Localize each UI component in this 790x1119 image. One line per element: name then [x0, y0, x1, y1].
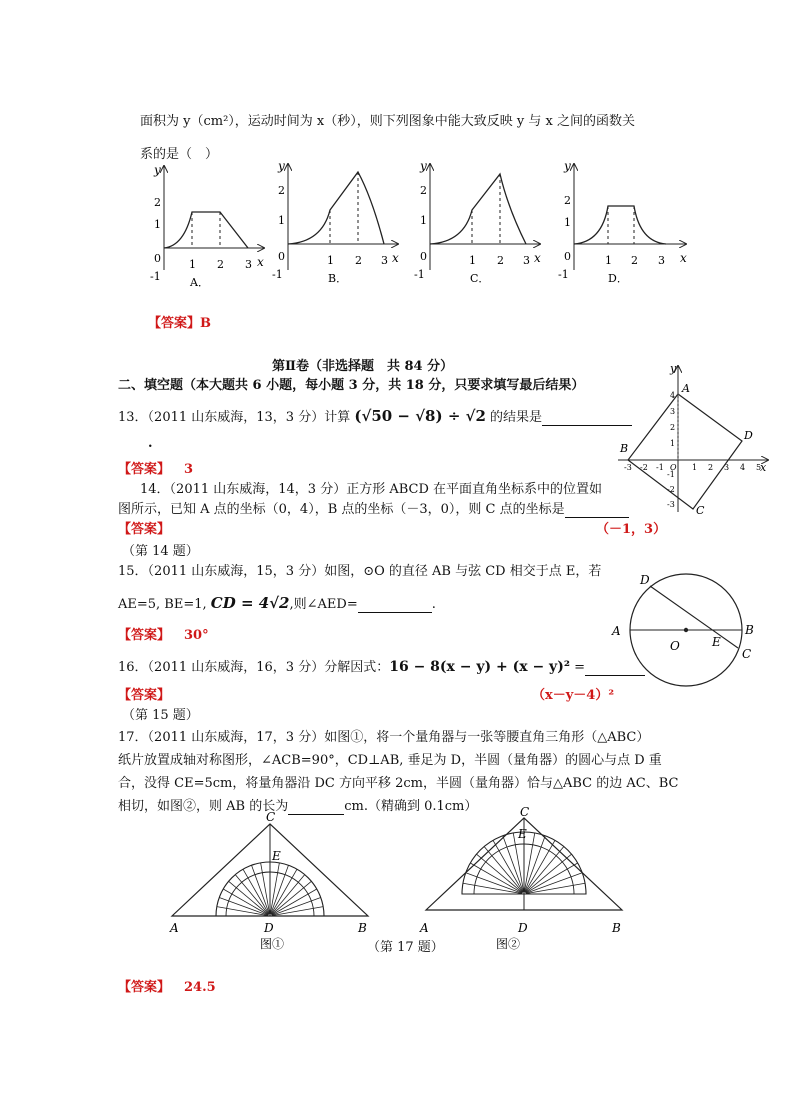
point-e: E — [518, 827, 527, 841]
svg-text:1: 1 — [670, 439, 676, 448]
point-c: C — [742, 647, 752, 661]
svg-text:2: 2 — [420, 184, 427, 197]
q14-answer-value: （－1，3） — [596, 522, 667, 537]
svg-text:x: x — [680, 251, 687, 265]
q13-text — [118, 406, 632, 426]
svg-text:1: 1 — [605, 254, 612, 267]
svg-text:3: 3 — [670, 407, 676, 416]
svg-text:y: y — [278, 159, 285, 173]
q13-dot: . — [148, 436, 153, 451]
svg-text:2: 2 — [497, 254, 504, 267]
answer-label: 【答案】 — [118, 522, 171, 537]
svg-text:x: x — [534, 251, 541, 265]
q16-eq: = — [569, 660, 585, 675]
svg-text:x: x — [392, 251, 399, 265]
q13-expression: (√50 − √8) ÷ √2 — [354, 407, 486, 425]
q17-line4-b: cm.（精确到 0.1cm） — [344, 799, 478, 814]
q15-cd: CD = 4√2 — [210, 594, 290, 612]
graph-b — [272, 159, 399, 285]
answer-label: 【答案】 — [118, 688, 171, 703]
svg-text:2: 2 — [670, 423, 676, 432]
svg-text:2: 2 — [217, 258, 224, 271]
section-title: 第Ⅱ卷（非选择题 共 84 分） — [272, 359, 454, 374]
svg-text:y: y — [420, 159, 427, 173]
q12-graphs — [140, 158, 710, 298]
point-b: B — [612, 921, 621, 935]
q17-caption: （第 17 题） — [367, 940, 444, 955]
svg-text:4: 4 — [740, 463, 746, 472]
q14-line2 — [118, 498, 629, 518]
point-b: B — [358, 921, 367, 935]
q14-line2-text: 图所示，已知 A 点的坐标（0，4），B 点的坐标（－3，0），则 C 点的坐标是 — [118, 502, 565, 517]
svg-text:-2: -2 — [667, 485, 675, 494]
point-d: D — [518, 921, 528, 935]
q15-caption: （第 15 题） — [122, 708, 199, 723]
q17-line4-a: 相切，如图②，则 AB 的长为 — [118, 799, 289, 814]
svg-text:2: 2 — [355, 254, 362, 267]
q17-figure-2 — [412, 806, 632, 956]
point-a: A — [420, 921, 429, 935]
svg-text:3: 3 — [523, 254, 530, 267]
svg-text:1: 1 — [154, 218, 161, 231]
point-a: A — [170, 921, 179, 935]
fig2-label: 图② — [496, 937, 521, 951]
svg-text:2: 2 — [564, 194, 571, 207]
q12-line2: 系的是（ ） — [140, 147, 219, 162]
svg-text:2: 2 — [708, 463, 714, 472]
svg-text:O: O — [670, 463, 677, 472]
point-e: E — [712, 635, 721, 649]
svg-text:3: 3 — [245, 258, 252, 271]
svg-text:1: 1 — [469, 254, 476, 267]
point-c: C — [266, 810, 276, 824]
svg-text:-3: -3 — [624, 463, 632, 472]
point-e: E — [272, 849, 281, 863]
q16-blank — [585, 660, 645, 676]
svg-text:2: 2 — [154, 196, 161, 209]
point-d: D — [264, 921, 274, 935]
svg-text:0: 0 — [564, 250, 571, 263]
svg-text:1: 1 — [189, 258, 196, 271]
point-d: D — [744, 429, 753, 442]
graph-b-label: B． — [328, 272, 348, 285]
svg-text:-3: -3 — [667, 500, 675, 509]
answer-label: 【答案】 — [118, 462, 171, 477]
answer-value: 24.5 — [184, 980, 216, 995]
q12-line1: 面积为 y（cm²），运动时间为 x（秒），则下列图象中能大致反映 y 与 x 之间的函数关 — [140, 114, 635, 129]
q17-figure-1 — [160, 808, 380, 956]
graph-a — [150, 163, 264, 289]
graph-d-label: D． — [608, 272, 628, 285]
svg-text:0: 0 — [154, 252, 161, 265]
q14-axis-x: x — [760, 461, 767, 474]
graph-c-label: C． — [470, 272, 490, 285]
q15-line2 — [118, 593, 436, 613]
svg-text:1: 1 — [692, 463, 698, 472]
q16-answer-label — [118, 684, 170, 703]
graph-d — [558, 159, 687, 285]
q15-line1: 15．（2011 山东威海，15，3 分）如图，⊙O 的直径 AB 与弦 CD 相交于点 E，若 — [118, 564, 602, 579]
svg-text:2: 2 — [631, 254, 638, 267]
point-a: A — [682, 382, 690, 395]
q13-answer — [118, 458, 193, 477]
svg-text:5: 5 — [756, 463, 762, 472]
section-heading-text: 二、填空题（本大题共 6 小题，每小题 3 分，共 18 分，只要求填写最后结果） — [118, 378, 585, 393]
q13-prefix: 13．（2011 山东威海，13，3 分）计算 — [118, 410, 351, 425]
q15-blank — [358, 597, 432, 613]
q15-given: AE=5, BE=1, — [118, 597, 207, 612]
q17-line3: 合，没得 CE=5cm，将量角器沿 DC 方向平移 2cm，半圆（量角器）恰与△ABC 的边 AC、BC — [118, 776, 679, 791]
point-o: O — [670, 639, 680, 653]
q14-figure — [612, 360, 772, 518]
q14-axis-y: y — [670, 362, 677, 375]
svg-text:1: 1 — [564, 216, 571, 229]
point-a: A — [612, 624, 621, 638]
answer-label: 【答案】 — [118, 980, 171, 995]
svg-text:3: 3 — [658, 254, 665, 267]
q17-line1: 17．（2011 山东威海，17，3 分）如图①，将一个量角器与一张等腰直角三角形（△ABC） — [118, 730, 650, 745]
q14-line1: 14．（2011 山东威海，14，3 分）正方形 ABCD 在平面直角坐标系中的位置如 — [140, 482, 603, 497]
q15-dot: . — [431, 597, 436, 612]
q14-blank — [565, 502, 629, 518]
svg-text:0: 0 — [420, 250, 427, 263]
section-heading — [118, 374, 584, 393]
q14-answer-label — [118, 518, 170, 537]
svg-text:y: y — [564, 159, 571, 173]
answer-value: 30° — [184, 628, 209, 643]
q16-answer-value: （x－y－4）² — [532, 688, 615, 703]
graph-a-label: A． — [190, 276, 209, 289]
svg-text:1: 1 — [327, 254, 334, 267]
svg-text:x: x — [257, 255, 264, 269]
answer-value: B — [200, 316, 212, 331]
svg-text:-1: -1 — [150, 270, 161, 283]
fig1-label: 图① — [260, 937, 285, 951]
svg-text:-1: -1 — [667, 470, 675, 479]
answer-label: 【答案】 — [118, 628, 171, 643]
answer-label: 【答案】 — [148, 316, 201, 331]
q15-answer — [118, 624, 209, 643]
svg-text:1: 1 — [420, 214, 427, 227]
q12-answer — [148, 312, 211, 331]
point-c: C — [696, 504, 705, 517]
svg-text:1: 1 — [278, 214, 285, 227]
q17-answer — [118, 976, 216, 995]
svg-text:3: 3 — [381, 254, 388, 267]
q15-angle: ,则∠AED= — [289, 597, 358, 612]
svg-text:-2: -2 — [640, 463, 648, 472]
point-c: C — [520, 806, 530, 819]
answer-value: 3 — [184, 462, 194, 477]
svg-text:-1: -1 — [272, 268, 283, 281]
svg-text:-1: -1 — [414, 268, 425, 281]
point-b: B — [620, 442, 629, 455]
graph-c — [414, 159, 541, 285]
point-d: D — [640, 573, 650, 587]
q17-line2: 纸片放置成轴对称图形，∠ACB=90°，CD⊥AB, 垂足为 D，半圆（量角器）的圆心与点 D 重 — [118, 753, 662, 768]
q16-expression: 16 − 8(x − y) + (x − y)² — [389, 659, 570, 675]
svg-text:y: y — [154, 163, 161, 177]
svg-text:3: 3 — [724, 463, 730, 472]
svg-text:0: 0 — [278, 250, 285, 263]
q16-text — [118, 656, 645, 676]
svg-text:-1: -1 — [558, 268, 569, 281]
point-b: B — [745, 623, 754, 637]
svg-text:-1: -1 — [656, 463, 664, 472]
q13-suffix: 的结果是 — [490, 410, 543, 425]
q16-prefix: 16．（2011 山东威海，16，3 分）分解因式： — [118, 660, 390, 675]
svg-text:4: 4 — [670, 391, 676, 400]
svg-text:2: 2 — [278, 184, 285, 197]
q14-caption: （第 14 题） — [122, 544, 199, 559]
